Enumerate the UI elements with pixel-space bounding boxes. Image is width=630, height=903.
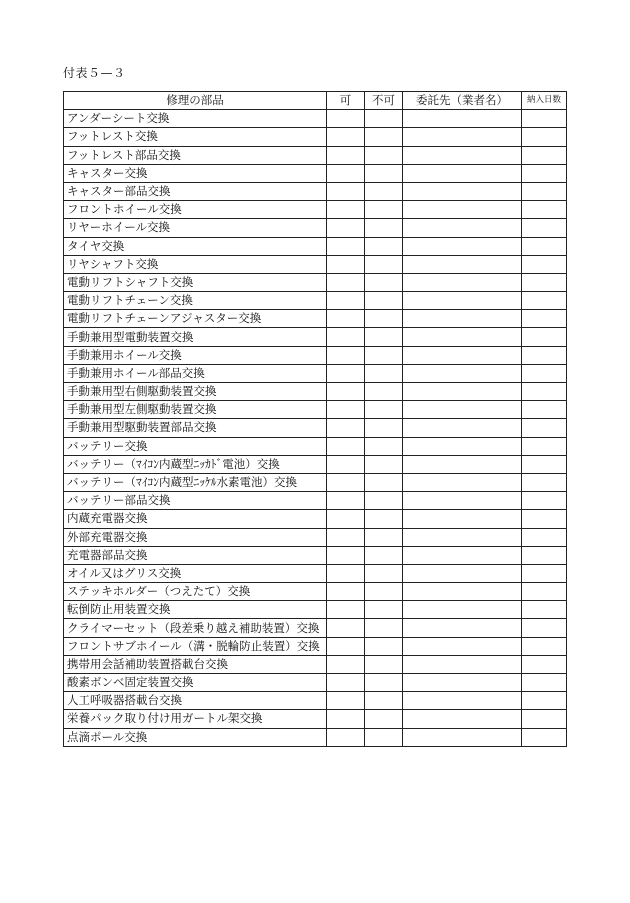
delivery-days-cell[interactable] xyxy=(522,219,567,237)
possible-cell[interactable] xyxy=(327,164,365,182)
delivery-days-cell[interactable] xyxy=(522,292,567,310)
table-row xyxy=(64,564,567,582)
repair-parts-table xyxy=(63,91,567,747)
delivery-days-cell[interactable] xyxy=(522,310,567,328)
possible-cell[interactable] xyxy=(327,419,365,437)
vendor-cell[interactable] xyxy=(403,255,522,273)
vendor-cell[interactable] xyxy=(403,674,522,692)
table-row xyxy=(64,273,567,291)
possible-cell[interactable] xyxy=(327,492,365,510)
delivery-days-cell[interactable] xyxy=(522,583,567,601)
not-possible-cell[interactable] xyxy=(365,419,403,437)
part-name-cell: 人工呼吸器搭載台交換 xyxy=(64,692,327,710)
possible-cell[interactable] xyxy=(327,637,365,655)
table-row xyxy=(64,601,567,619)
not-possible-cell[interactable] xyxy=(365,492,403,510)
not-possible-cell[interactable] xyxy=(365,546,403,564)
possible-cell[interactable] xyxy=(327,455,365,473)
possible-cell[interactable] xyxy=(327,473,365,491)
possible-cell[interactable] xyxy=(327,292,365,310)
delivery-days-cell[interactable] xyxy=(522,473,567,491)
table-row xyxy=(64,546,567,564)
vendor-cell[interactable] xyxy=(403,637,522,655)
vendor-cell[interactable] xyxy=(403,728,522,746)
vendor-cell[interactable] xyxy=(403,182,522,200)
table-row xyxy=(64,310,567,328)
table-row xyxy=(64,674,567,692)
possible-cell[interactable] xyxy=(327,383,365,401)
part-name-cell: 手動兼用型電動装置交換 xyxy=(64,328,327,346)
vendor-cell[interactable] xyxy=(403,583,522,601)
vendor-cell[interactable] xyxy=(403,110,522,128)
possible-cell[interactable] xyxy=(327,128,365,146)
part-name-cell: フットレスト交換 xyxy=(64,128,327,146)
vendor-cell[interactable] xyxy=(403,710,522,728)
not-possible-cell[interactable] xyxy=(365,164,403,182)
vendor-cell[interactable] xyxy=(403,164,522,182)
part-name-cell: ステッキホルダー（つえたて）交換 xyxy=(64,583,327,601)
not-possible-cell[interactable] xyxy=(365,128,403,146)
vendor-cell[interactable] xyxy=(403,601,522,619)
table-row xyxy=(64,583,567,601)
delivery-days-cell[interactable] xyxy=(522,655,567,673)
not-possible-cell[interactable] xyxy=(365,237,403,255)
possible-cell[interactable] xyxy=(327,583,365,601)
vendor-cell[interactable] xyxy=(403,401,522,419)
part-name-cell: バッテリー（ﾏｲｺﾝ内蔵型ﾆｯｹﾙ水素電池）交換 xyxy=(64,473,327,491)
table-row xyxy=(64,383,567,401)
part-name-cell: 電動リフトチェーン交換 xyxy=(64,292,327,310)
not-possible-cell[interactable] xyxy=(365,273,403,291)
possible-cell[interactable] xyxy=(327,619,365,637)
table-row xyxy=(64,128,567,146)
table-body xyxy=(64,110,567,747)
possible-cell[interactable] xyxy=(327,110,365,128)
delivery-days-cell[interactable] xyxy=(522,492,567,510)
vendor-cell[interactable] xyxy=(403,273,522,291)
vendor-cell[interactable] xyxy=(403,128,522,146)
delivery-days-cell[interactable] xyxy=(522,510,567,528)
vendor-cell[interactable] xyxy=(403,328,522,346)
header-vendor: 委託先（業者名） xyxy=(403,92,522,110)
vendor-cell[interactable] xyxy=(403,510,522,528)
table-row xyxy=(64,182,567,200)
vendor-cell[interactable] xyxy=(403,546,522,564)
delivery-days-cell[interactable] xyxy=(522,237,567,255)
delivery-days-cell[interactable] xyxy=(522,455,567,473)
delivery-days-cell[interactable] xyxy=(522,546,567,564)
vendor-cell[interactable] xyxy=(403,492,522,510)
delivery-days-cell[interactable] xyxy=(522,364,567,382)
part-name-cell: キャスター交換 xyxy=(64,164,327,182)
possible-cell[interactable] xyxy=(327,728,365,746)
possible-cell[interactable] xyxy=(327,237,365,255)
not-possible-cell[interactable] xyxy=(365,364,403,382)
delivery-days-cell[interactable] xyxy=(522,383,567,401)
part-name-cell: リヤシャフト交換 xyxy=(64,255,327,273)
delivery-days-cell[interactable] xyxy=(522,182,567,200)
not-possible-cell[interactable] xyxy=(365,637,403,655)
vendor-cell[interactable] xyxy=(403,383,522,401)
vendor-cell[interactable] xyxy=(403,473,522,491)
delivery-days-cell[interactable] xyxy=(522,528,567,546)
table-row xyxy=(64,710,567,728)
part-name-cell: バッテリー交換 xyxy=(64,437,327,455)
table-row xyxy=(64,419,567,437)
not-possible-cell[interactable] xyxy=(365,619,403,637)
not-possible-cell[interactable] xyxy=(365,292,403,310)
possible-cell[interactable] xyxy=(327,510,365,528)
part-name-cell: 電動リフトシャフト交換 xyxy=(64,273,327,291)
not-possible-cell[interactable] xyxy=(365,601,403,619)
vendor-cell[interactable] xyxy=(403,364,522,382)
table-row xyxy=(64,528,567,546)
not-possible-cell[interactable] xyxy=(365,201,403,219)
possible-cell[interactable] xyxy=(327,528,365,546)
part-name-cell: クライマーセット（段差乗り越え補助装置）交換 xyxy=(64,619,327,637)
vendor-cell[interactable] xyxy=(403,528,522,546)
possible-cell[interactable] xyxy=(327,255,365,273)
table-row xyxy=(64,728,567,746)
delivery-days-cell[interactable] xyxy=(522,692,567,710)
table-row xyxy=(64,401,567,419)
table-row xyxy=(64,164,567,182)
not-possible-cell[interactable] xyxy=(365,455,403,473)
vendor-cell[interactable] xyxy=(403,655,522,673)
table-row xyxy=(64,510,567,528)
part-name-cell: タイヤ交換 xyxy=(64,237,327,255)
vendor-cell[interactable] xyxy=(403,455,522,473)
not-possible-cell[interactable] xyxy=(365,346,403,364)
part-name-cell: 携帯用会話補助装置搭載台交換 xyxy=(64,655,327,673)
delivery-days-cell[interactable] xyxy=(522,255,567,273)
delivery-days-cell[interactable] xyxy=(522,401,567,419)
not-possible-cell[interactable] xyxy=(365,383,403,401)
not-possible-cell[interactable] xyxy=(365,692,403,710)
possible-cell[interactable] xyxy=(327,564,365,582)
delivery-days-cell[interactable] xyxy=(522,110,567,128)
header-possible: 可 xyxy=(327,92,365,110)
not-possible-cell[interactable] xyxy=(365,110,403,128)
part-name-cell: フロントサブホイール（溝・脱輪防止装置）交換 xyxy=(64,637,327,655)
table-row xyxy=(64,619,567,637)
possible-cell[interactable] xyxy=(327,182,365,200)
delivery-days-cell[interactable] xyxy=(522,619,567,637)
part-name-cell: 外部充電器交換 xyxy=(64,528,327,546)
possible-cell[interactable] xyxy=(327,273,365,291)
table-row xyxy=(64,437,567,455)
delivery-days-cell[interactable] xyxy=(522,437,567,455)
possible-cell[interactable] xyxy=(327,310,365,328)
table-row xyxy=(64,237,567,255)
not-possible-cell[interactable] xyxy=(365,328,403,346)
part-name-cell: 手動兼用型左側駆動装置交換 xyxy=(64,401,327,419)
possible-cell[interactable] xyxy=(327,219,365,237)
vendor-cell[interactable] xyxy=(403,201,522,219)
table-row xyxy=(64,292,567,310)
header-delivery-days: 納入日数 xyxy=(522,92,567,110)
possible-cell[interactable] xyxy=(327,601,365,619)
not-possible-cell[interactable] xyxy=(365,473,403,491)
not-possible-cell[interactable] xyxy=(365,674,403,692)
not-possible-cell[interactable] xyxy=(365,655,403,673)
not-possible-cell[interactable] xyxy=(365,528,403,546)
part-name-cell: 酸素ボンベ固定装置交換 xyxy=(64,674,327,692)
table-row xyxy=(64,473,567,491)
part-name-cell: バッテリー（ﾏｲｺﾝ内蔵型ﾆｯｶﾄﾞ電池）交換 xyxy=(64,455,327,473)
part-name-cell: リヤーホイール交換 xyxy=(64,219,327,237)
table-row xyxy=(64,255,567,273)
table-row xyxy=(64,655,567,673)
vendor-cell[interactable] xyxy=(403,292,522,310)
not-possible-cell[interactable] xyxy=(365,564,403,582)
vendor-cell[interactable] xyxy=(403,437,522,455)
possible-cell[interactable] xyxy=(327,546,365,564)
table-row xyxy=(64,219,567,237)
part-name-cell: 手動兼用ホイール交換 xyxy=(64,346,327,364)
part-name-cell: オイル又はグリス交換 xyxy=(64,564,327,582)
delivery-days-cell[interactable] xyxy=(522,637,567,655)
part-name-cell: 手動兼用型右側駆動装置交換 xyxy=(64,383,327,401)
vendor-cell[interactable] xyxy=(403,237,522,255)
possible-cell[interactable] xyxy=(327,692,365,710)
not-possible-cell[interactable] xyxy=(365,310,403,328)
part-name-cell: 栄養パック取り付け用ガートル架交換 xyxy=(64,710,327,728)
delivery-days-cell[interactable] xyxy=(522,128,567,146)
delivery-days-cell[interactable] xyxy=(522,273,567,291)
delivery-days-cell[interactable] xyxy=(522,328,567,346)
not-possible-cell[interactable] xyxy=(365,583,403,601)
table-row xyxy=(64,201,567,219)
delivery-days-cell[interactable] xyxy=(522,164,567,182)
possible-cell[interactable] xyxy=(327,710,365,728)
possible-cell[interactable] xyxy=(327,437,365,455)
part-name-cell: フロントホイール交換 xyxy=(64,201,327,219)
not-possible-cell[interactable] xyxy=(365,182,403,200)
part-name-cell: 充電器部品交換 xyxy=(64,546,327,564)
table-row xyxy=(64,637,567,655)
part-name-cell: 点滴ポール交換 xyxy=(64,728,327,746)
part-name-cell: フットレスト部品交換 xyxy=(64,146,327,164)
delivery-days-cell[interactable] xyxy=(522,564,567,582)
possible-cell[interactable] xyxy=(327,655,365,673)
vendor-cell[interactable] xyxy=(403,419,522,437)
vendor-cell[interactable] xyxy=(403,346,522,364)
possible-cell[interactable] xyxy=(327,401,365,419)
page-label: 付表５—３ xyxy=(63,66,126,80)
part-name-cell: 電動リフトチェーンアジャスター交換 xyxy=(64,310,327,328)
table-row xyxy=(64,364,567,382)
vendor-cell[interactable] xyxy=(403,146,522,164)
part-name-cell: バッテリー部品交換 xyxy=(64,492,327,510)
vendor-cell[interactable] xyxy=(403,564,522,582)
part-name-cell: キャスター部品交換 xyxy=(64,182,327,200)
header-not-possible: 不可 xyxy=(365,92,403,110)
not-possible-cell[interactable] xyxy=(365,510,403,528)
possible-cell[interactable] xyxy=(327,674,365,692)
delivery-days-cell[interactable] xyxy=(522,201,567,219)
vendor-cell[interactable] xyxy=(403,310,522,328)
not-possible-cell[interactable] xyxy=(365,219,403,237)
not-possible-cell[interactable] xyxy=(365,401,403,419)
delivery-days-cell[interactable] xyxy=(522,601,567,619)
delivery-days-cell[interactable] xyxy=(522,419,567,437)
part-name-cell: アンダーシート交換 xyxy=(64,110,327,128)
vendor-cell[interactable] xyxy=(403,619,522,637)
possible-cell[interactable] xyxy=(327,201,365,219)
not-possible-cell[interactable] xyxy=(365,710,403,728)
possible-cell[interactable] xyxy=(327,364,365,382)
part-name-cell: 内蔵充電器交換 xyxy=(64,510,327,528)
table-row xyxy=(64,492,567,510)
vendor-cell[interactable] xyxy=(403,219,522,237)
part-name-cell: 転倒防止用装置交換 xyxy=(64,601,327,619)
part-name-cell: 手動兼用ホイール部品交換 xyxy=(64,364,327,382)
table-row xyxy=(64,346,567,364)
table-row xyxy=(64,328,567,346)
not-possible-cell[interactable] xyxy=(365,255,403,273)
possible-cell[interactable] xyxy=(327,146,365,164)
not-possible-cell[interactable] xyxy=(365,437,403,455)
table-row xyxy=(64,146,567,164)
table-row xyxy=(64,110,567,128)
delivery-days-cell[interactable] xyxy=(522,674,567,692)
delivery-days-cell[interactable] xyxy=(522,710,567,728)
header-repair-part: 修理の部品 xyxy=(64,92,327,110)
table-header-row xyxy=(64,92,567,110)
not-possible-cell[interactable] xyxy=(365,146,403,164)
possible-cell[interactable] xyxy=(327,346,365,364)
table-row xyxy=(64,455,567,473)
table-row xyxy=(64,692,567,710)
part-name-cell: 手動兼用型駆動装置部品交換 xyxy=(64,419,327,437)
delivery-days-cell[interactable] xyxy=(522,728,567,746)
not-possible-cell[interactable] xyxy=(365,728,403,746)
vendor-cell[interactable] xyxy=(403,692,522,710)
delivery-days-cell[interactable] xyxy=(522,146,567,164)
delivery-days-cell[interactable] xyxy=(522,346,567,364)
possible-cell[interactable] xyxy=(327,328,365,346)
